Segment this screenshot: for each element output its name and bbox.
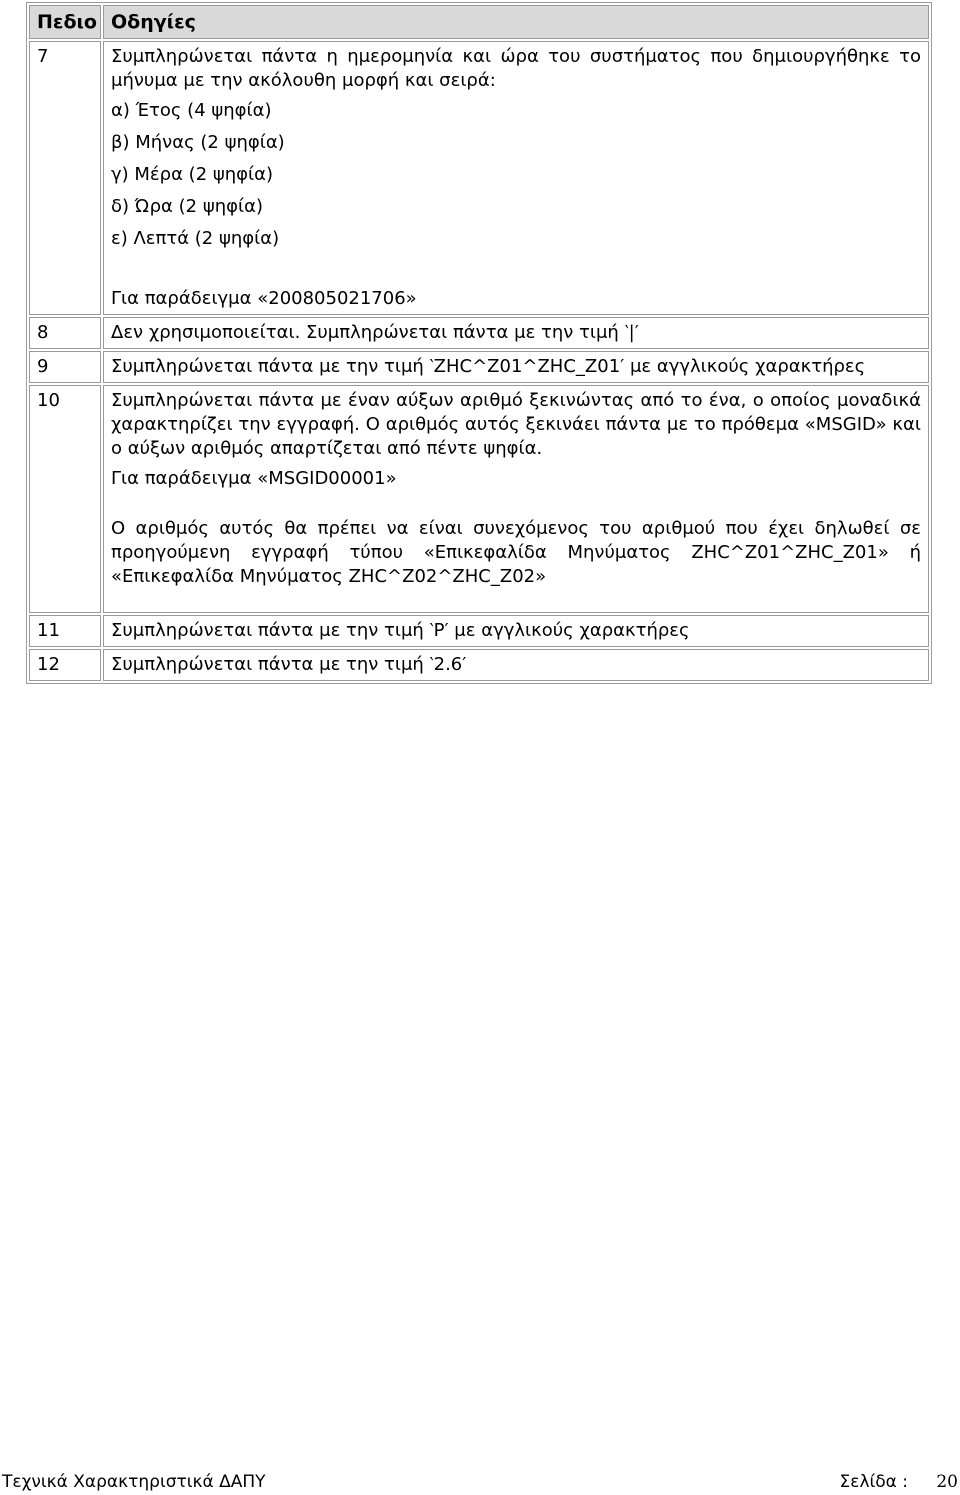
field-number: 10 <box>29 385 101 613</box>
format-list <box>111 99 921 251</box>
table-header-row <box>29 5 929 39</box>
footer-page-label: Σελίδα : <box>839 1472 908 1492</box>
example-text: Για παράδειγμα «200805021706» <box>111 288 417 309</box>
instruction-text: Δεν χρησιμοποιείται. Συμπληρώνεται πάντα με την τιμή ‵|′ <box>103 317 929 349</box>
table-row <box>29 385 929 613</box>
list-item: δ) Ώρα (2 ψηφία) <box>111 196 263 217</box>
page-footer <box>0 1470 960 1494</box>
field-number: 8 <box>29 317 101 349</box>
instruction-text: Συμπληρώνεται πάντα η ημερομηνία και ώρα του συστήματος που δημιουργήθηκε το μήνυμα με την ακόλουθη μορφή και σειρά: <box>111 46 921 91</box>
field-number: 7 <box>29 41 101 315</box>
field-number: 9 <box>29 351 101 383</box>
instruction-text: Συμπληρώνεται πάντα με την τιμή ‵ZHC^Z01^ZHC_Z01′ με αγγλικούς χαρακτήρες <box>103 351 929 383</box>
table-row <box>29 317 929 349</box>
example-text: Για παράδειγμα «MSGID00001» <box>111 468 397 489</box>
list-item: α) Έτος (4 ψηφία) <box>111 100 272 121</box>
list-item: β) Μήνας (2 ψηφία) <box>111 132 285 153</box>
table-row <box>29 615 929 647</box>
table-row <box>29 351 929 383</box>
header-instructions: Οδηγίες <box>103 5 929 39</box>
instruction-cell <box>103 385 929 613</box>
instructions-table <box>26 2 932 684</box>
field-number: 11 <box>29 615 101 647</box>
note-text: Ο αριθμός αυτός θα πρέπει να είναι συνεχόμενος του αριθμού που έχει δηλωθεί σε προηγούμενη εγγραφή τύπου «Επικεφαλίδα Μηνύματος ZHC^Z01^ZHC_Z01» ή «Επικεφαλίδα Μηνύματος ZHC^Z02^ZHC_Z02» <box>111 518 921 587</box>
list-item: γ) Μέρα (2 ψηφία) <box>111 164 273 185</box>
header-field: Πεδιο <box>29 5 101 39</box>
instruction-cell <box>103 41 929 315</box>
table-row <box>29 41 929 315</box>
footer-page-number: 20 <box>936 1472 958 1492</box>
table-row <box>29 649 929 681</box>
list-item: ε) Λεπτά (2 ψηφία) <box>111 228 280 249</box>
instruction-text: Συμπληρώνεται πάντα με έναν αύξων αριθμό ξεκινώντας από το ένα, ο οποίος μοναδικά χαρακτηρίζει την εγγραφή. Ο αριθμός αυτός ξεκινάει πάντα με το πρόθεμα «MSGID» και ο αύξων αριθμός απαρτίζεται από πέντε ψηφία. <box>111 390 921 459</box>
footer-title: Τεχνικά Χαρακτηριστικά ΔΑΠΥ <box>2 1472 266 1492</box>
field-number: 12 <box>29 649 101 681</box>
instruction-text: Συμπληρώνεται πάντα με την τιμή ‵2.6′ <box>103 649 929 681</box>
instruction-text: Συμπληρώνεται πάντα με την τιμή ‵P′ με αγγλικούς χαρακτήρες <box>103 615 929 647</box>
